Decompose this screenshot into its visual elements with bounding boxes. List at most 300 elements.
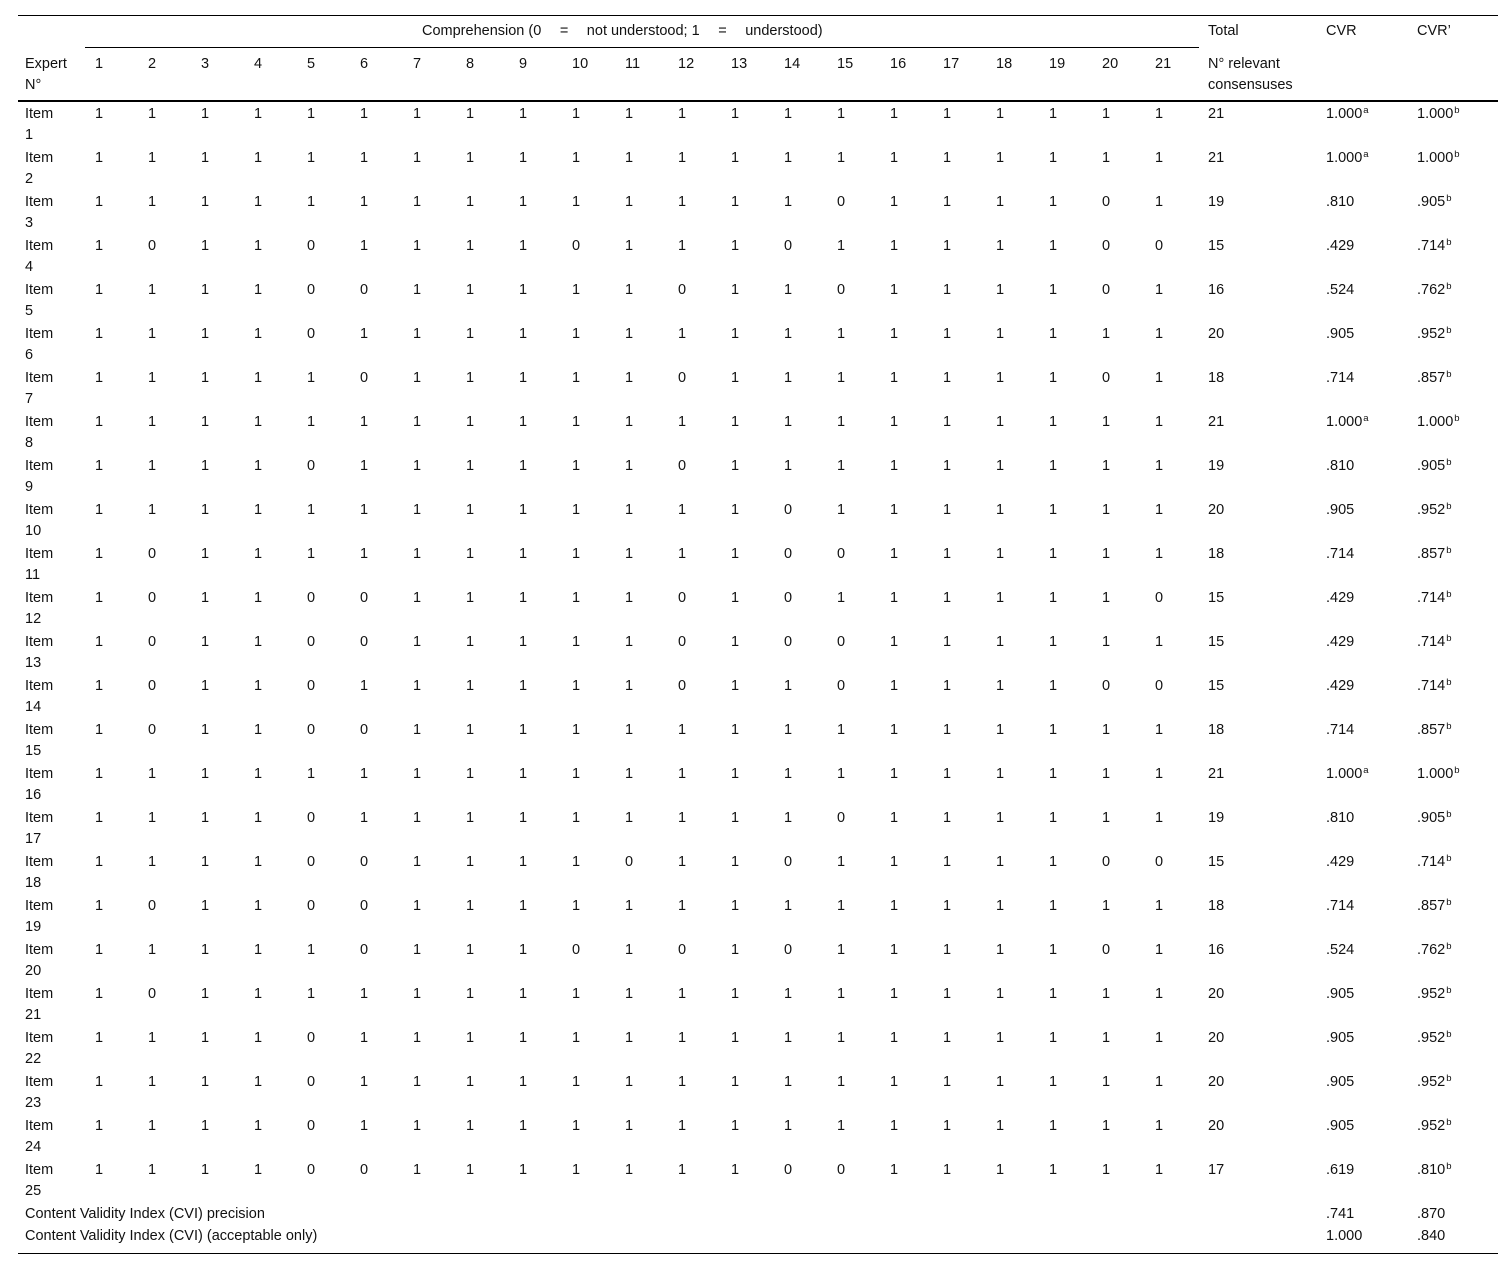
score-cell: 1: [890, 898, 899, 914]
expert-col-header: 4: [254, 56, 263, 72]
expert-col-header: 8: [466, 56, 475, 72]
expert-col-header: 6: [360, 56, 369, 72]
score-cell: 1: [360, 766, 369, 782]
score-cell: 0: [784, 238, 793, 254]
score-cell: 0: [1102, 942, 1111, 958]
score-cell: 0: [678, 678, 687, 694]
score-cell: 0: [360, 722, 369, 738]
score-cell: 1: [1102, 502, 1111, 518]
score-cell: 1: [996, 370, 1005, 386]
cvr-prime-value: .952: [1417, 326, 1446, 342]
score-cell: 0: [837, 546, 846, 562]
expert-col-header: 21: [1155, 56, 1172, 72]
cvr-prime-cell: [1417, 676, 1452, 697]
cvr-prime-cell: [1417, 632, 1452, 653]
item-label: Item 9: [25, 458, 54, 495]
score-cell: 1: [837, 370, 846, 386]
expert-col-header: 19: [1049, 56, 1066, 72]
cvr-prime-footnote-mark: b: [1446, 633, 1452, 644]
cvr-prime-footnote-mark: b: [1446, 809, 1452, 820]
score-cell: 1: [254, 810, 263, 826]
score-cell: 1: [519, 634, 528, 650]
score-cell: 1: [996, 678, 1005, 694]
expert-col-header: 14: [784, 56, 801, 72]
score-cell: 1: [254, 1118, 263, 1134]
score-cell: 1: [890, 502, 899, 518]
score-cell: 1: [148, 810, 157, 826]
score-cell: 1: [519, 1030, 528, 1046]
score-cell: 1: [996, 854, 1005, 870]
score-cell: 1: [413, 194, 422, 210]
cvr-value: .429: [1326, 590, 1355, 606]
cvr-value: .429: [1326, 238, 1355, 254]
score-cell: 1: [413, 898, 422, 914]
score-cell: 0: [360, 282, 369, 298]
score-cell: 1: [837, 1074, 846, 1090]
expert-col-header: 2: [148, 56, 157, 72]
score-cell: 1: [890, 106, 899, 122]
score-cell: 1: [1102, 414, 1111, 430]
expert-col-header: 13: [731, 56, 748, 72]
cvr-prime-value: .905: [1417, 810, 1446, 826]
score-cell: 1: [360, 502, 369, 518]
score-cell: 1: [201, 854, 210, 870]
score-cell: 1: [943, 238, 952, 254]
score-cell: 1: [1049, 458, 1058, 474]
score-cell: 0: [307, 898, 316, 914]
cvr-prime-footnote-mark: b: [1446, 677, 1452, 688]
score-cell: 1: [731, 986, 740, 1002]
cvr-prime-cell: [1417, 940, 1452, 961]
total-cell: 21: [1208, 106, 1225, 122]
score-cell: 1: [1102, 150, 1111, 166]
score-cell: 1: [890, 634, 899, 650]
total-cell: 20: [1208, 326, 1225, 342]
item-label: Item 14: [25, 678, 54, 715]
score-cell: 1: [466, 1118, 475, 1134]
score-cell: 1: [360, 1030, 369, 1046]
score-cell: 1: [519, 282, 528, 298]
score-cell: 1: [254, 1162, 263, 1178]
score-cell: 0: [784, 502, 793, 518]
cvr-cell: [1326, 148, 1369, 169]
item-label: Item 24: [25, 1118, 54, 1155]
cvr-cell: [1326, 764, 1369, 785]
score-cell: 1: [572, 854, 581, 870]
item-label: Item 11: [25, 546, 54, 583]
score-cell: 0: [837, 678, 846, 694]
score-cell: 1: [572, 1162, 581, 1178]
score-cell: 1: [890, 458, 899, 474]
cvr-prime-footnote-mark: b: [1446, 193, 1452, 204]
total-cell: 20: [1208, 986, 1225, 1002]
score-cell: 1: [837, 942, 846, 958]
score-cell: 1: [466, 722, 475, 738]
score-cell: 0: [307, 458, 316, 474]
score-cell: 0: [784, 942, 793, 958]
cvr-prime-footnote-mark: b: [1446, 369, 1452, 380]
total-cell: 15: [1208, 854, 1225, 870]
score-cell: 1: [519, 546, 528, 562]
score-cell: 1: [1049, 1030, 1058, 1046]
score-cell: 1: [890, 282, 899, 298]
score-cell: 1: [360, 194, 369, 210]
item-label: Item 12: [25, 590, 54, 627]
cvr-prime-cell: [1417, 280, 1452, 301]
score-cell: 1: [837, 1118, 846, 1134]
score-cell: 1: [837, 238, 846, 254]
score-cell: 1: [413, 238, 422, 254]
score-cell: 1: [731, 106, 740, 122]
score-cell: 1: [95, 678, 104, 694]
score-cell: 1: [201, 282, 210, 298]
cvr-prime-value: .714: [1417, 634, 1446, 650]
cvr-value: .714: [1326, 370, 1355, 386]
score-cell: 1: [943, 942, 952, 958]
score-cell: 1: [731, 502, 740, 518]
score-cell: 1: [1155, 1074, 1164, 1090]
footer-label: Content Validity Index (CVI) precision: [25, 1206, 265, 1222]
score-cell: 1: [943, 326, 952, 342]
score-cell: 1: [519, 414, 528, 430]
cvr-prime-cell: [1417, 368, 1452, 389]
score-cell: 0: [572, 942, 581, 958]
score-cell: 1: [1049, 194, 1058, 210]
item-label: Item 25: [25, 1162, 54, 1199]
score-cell: 1: [890, 194, 899, 210]
total-cell: 20: [1208, 1118, 1225, 1134]
cvr-prime-footnote-mark: b: [1446, 1161, 1452, 1172]
score-cell: 1: [625, 546, 634, 562]
score-cell: 1: [890, 678, 899, 694]
total-cell: 21: [1208, 150, 1225, 166]
score-cell: 0: [678, 370, 687, 386]
score-cell: 1: [95, 150, 104, 166]
score-cell: 1: [1049, 326, 1058, 342]
relevant-consensuses-header: N° relevant consensuses: [1208, 56, 1293, 93]
score-cell: 1: [254, 502, 263, 518]
score-cell: 0: [784, 854, 793, 870]
score-cell: 1: [201, 458, 210, 474]
score-cell: 1: [784, 898, 793, 914]
cvr-value: .524: [1326, 942, 1355, 958]
cvr-cell: [1326, 456, 1354, 477]
score-cell: 1: [254, 370, 263, 386]
score-cell: 1: [413, 546, 422, 562]
score-cell: 1: [95, 942, 104, 958]
score-cell: 1: [95, 1074, 104, 1090]
score-cell: 1: [95, 766, 104, 782]
score-cell: 1: [837, 766, 846, 782]
score-cell: 1: [148, 502, 157, 518]
score-cell: 1: [625, 942, 634, 958]
footer-cvr: .741: [1326, 1206, 1355, 1222]
cvr-cell: [1326, 676, 1354, 697]
score-cell: 1: [678, 810, 687, 826]
score-cell: 1: [890, 370, 899, 386]
cvr-value: .429: [1326, 678, 1355, 694]
expert-col-header: 15: [837, 56, 854, 72]
score-cell: 1: [625, 326, 634, 342]
cvr-prime-value: .952: [1417, 502, 1446, 518]
total-cell: 19: [1208, 194, 1225, 210]
total-cell: 21: [1208, 414, 1225, 430]
score-cell: 1: [943, 1074, 952, 1090]
cvr-value: .905: [1326, 1030, 1355, 1046]
score-cell: 1: [1102, 810, 1111, 826]
total-cell: 18: [1208, 370, 1225, 386]
total-cell: 15: [1208, 238, 1225, 254]
score-cell: 1: [572, 326, 581, 342]
score-cell: 1: [996, 194, 1005, 210]
score-cell: 0: [307, 282, 316, 298]
cvr-prime-value: 1.000: [1417, 106, 1454, 122]
score-cell: 1: [519, 1074, 528, 1090]
score-cell: 0: [360, 634, 369, 650]
score-cell: 1: [254, 194, 263, 210]
cvr-value: .905: [1326, 1118, 1355, 1134]
score-cell: 1: [625, 590, 634, 606]
score-cell: 1: [784, 106, 793, 122]
score-cell: 1: [254, 854, 263, 870]
score-cell: 1: [1102, 766, 1111, 782]
total-cell: 15: [1208, 590, 1225, 606]
total-cell: 20: [1208, 1030, 1225, 1046]
score-cell: 1: [307, 502, 316, 518]
score-cell: 1: [572, 1074, 581, 1090]
score-cell: 1: [360, 678, 369, 694]
score-cell: 1: [201, 898, 210, 914]
score-cell: 1: [731, 942, 740, 958]
cvr-value: .905: [1326, 1074, 1355, 1090]
score-cell: 1: [890, 722, 899, 738]
cvr-cell: [1326, 984, 1354, 1005]
score-cell: 1: [519, 678, 528, 694]
score-cell: 1: [625, 722, 634, 738]
cvr-prime-cell: [1417, 720, 1452, 741]
score-cell: 1: [519, 766, 528, 782]
score-cell: 1: [890, 810, 899, 826]
score-cell: 1: [95, 986, 104, 1002]
score-cell: 1: [148, 1074, 157, 1090]
cvr-prime-value: .714: [1417, 678, 1446, 694]
score-cell: 1: [678, 898, 687, 914]
score-cell: 0: [1102, 282, 1111, 298]
score-cell: 0: [148, 986, 157, 1002]
cvr-prime-cell: [1417, 500, 1452, 521]
expert-col-header: 18: [996, 56, 1013, 72]
score-cell: 1: [625, 370, 634, 386]
score-cell: 1: [625, 766, 634, 782]
cvr-prime-value: .857: [1417, 722, 1446, 738]
cvr-value: 1.000: [1326, 106, 1363, 122]
score-cell: 1: [943, 150, 952, 166]
score-cell: 1: [837, 1030, 846, 1046]
item-label: Item 19: [25, 898, 54, 935]
score-cell: 1: [1049, 854, 1058, 870]
score-cell: 1: [996, 326, 1005, 342]
score-cell: 1: [254, 458, 263, 474]
cvr-prime-value: 1.000: [1417, 150, 1454, 166]
score-cell: 1: [201, 634, 210, 650]
item-label: Item 15: [25, 722, 54, 759]
score-cell: 1: [943, 546, 952, 562]
score-cell: 0: [625, 854, 634, 870]
score-cell: 1: [678, 150, 687, 166]
score-cell: 1: [148, 942, 157, 958]
score-cell: 1: [784, 194, 793, 210]
score-cell: 1: [1102, 634, 1111, 650]
cvr-prime-cell: [1417, 236, 1452, 257]
score-cell: 1: [890, 546, 899, 562]
score-cell: 1: [95, 590, 104, 606]
score-cell: 1: [254, 590, 263, 606]
score-cell: 1: [625, 502, 634, 518]
score-cell: 1: [890, 854, 899, 870]
score-cell: 1: [201, 194, 210, 210]
score-cell: 1: [731, 898, 740, 914]
score-cell: 1: [254, 150, 263, 166]
score-cell: 1: [254, 414, 263, 430]
score-cell: 1: [1049, 634, 1058, 650]
score-cell: 1: [1155, 282, 1164, 298]
score-cell: 1: [996, 942, 1005, 958]
score-cell: 1: [943, 854, 952, 870]
score-cell: 1: [572, 810, 581, 826]
score-cell: 1: [95, 106, 104, 122]
score-cell: 1: [678, 722, 687, 738]
total-cell: 18: [1208, 546, 1225, 562]
score-cell: 1: [943, 678, 952, 694]
score-cell: 1: [996, 238, 1005, 254]
item-label: Item 17: [25, 810, 54, 847]
score-cell: 1: [731, 370, 740, 386]
item-label: Item 2: [25, 150, 54, 187]
score-cell: 0: [307, 326, 316, 342]
cvr-value: .714: [1326, 722, 1355, 738]
score-cell: 1: [943, 986, 952, 1002]
score-cell: 1: [148, 370, 157, 386]
score-cell: 1: [466, 1074, 475, 1090]
cvr-prime-footnote-mark: b: [1446, 721, 1452, 732]
score-cell: 1: [678, 194, 687, 210]
score-cell: 1: [201, 150, 210, 166]
cvr-prime-cell: [1417, 1160, 1452, 1181]
header-rule: [18, 100, 1498, 102]
score-cell: 1: [1049, 678, 1058, 694]
score-cell: 1: [943, 766, 952, 782]
score-cell: 1: [678, 546, 687, 562]
cvr-prime-value: .762: [1417, 282, 1446, 298]
score-cell: 1: [201, 986, 210, 1002]
score-cell: 1: [731, 1074, 740, 1090]
cvr-prime-value: .952: [1417, 986, 1446, 1002]
score-cell: 1: [95, 414, 104, 430]
cvr-value: .429: [1326, 634, 1355, 650]
score-cell: 1: [466, 282, 475, 298]
score-cell: 0: [1155, 238, 1164, 254]
cvr-prime-cell: [1417, 984, 1452, 1005]
score-cell: 0: [307, 238, 316, 254]
score-cell: 1: [95, 810, 104, 826]
score-cell: 1: [890, 986, 899, 1002]
cvr-prime-footnote-mark: b: [1446, 501, 1452, 512]
score-cell: 1: [413, 370, 422, 386]
score-cell: 1: [1102, 1074, 1111, 1090]
score-cell: 1: [625, 238, 634, 254]
total-cell: 15: [1208, 634, 1225, 650]
score-cell: 1: [943, 194, 952, 210]
score-cell: 1: [413, 106, 422, 122]
score-cell: 1: [413, 766, 422, 782]
score-cell: 0: [360, 854, 369, 870]
score-cell: 1: [466, 370, 475, 386]
cvr-value: .714: [1326, 546, 1355, 562]
score-cell: 1: [572, 986, 581, 1002]
score-cell: 1: [307, 414, 316, 430]
score-cell: 1: [466, 590, 475, 606]
item-label: Item 13: [25, 634, 54, 671]
score-cell: 1: [943, 1118, 952, 1134]
score-cell: 1: [254, 326, 263, 342]
item-label: Item 4: [25, 238, 54, 275]
score-cell: 1: [307, 942, 316, 958]
score-cell: 0: [1102, 194, 1111, 210]
score-cell: 1: [731, 238, 740, 254]
score-cell: 1: [678, 1030, 687, 1046]
score-cell: 0: [678, 458, 687, 474]
cvr-cell: [1326, 1028, 1354, 1049]
score-cell: 1: [201, 1118, 210, 1134]
score-cell: 0: [148, 634, 157, 650]
score-cell: 1: [413, 150, 422, 166]
score-cell: 0: [307, 1162, 316, 1178]
score-cell: 1: [360, 1074, 369, 1090]
score-cell: 1: [1049, 238, 1058, 254]
score-cell: 1: [996, 502, 1005, 518]
score-cell: 0: [148, 678, 157, 694]
score-cell: 1: [148, 106, 157, 122]
score-cell: 1: [837, 590, 846, 606]
score-cell: 1: [625, 986, 634, 1002]
score-cell: 1: [943, 282, 952, 298]
cvr-prime-cell: [1417, 324, 1452, 345]
cvr-value: .429: [1326, 854, 1355, 870]
cvr-prime-cell: [1417, 896, 1452, 917]
score-cell: 1: [678, 766, 687, 782]
score-cell: 1: [890, 1030, 899, 1046]
score-cell: 1: [201, 1030, 210, 1046]
score-cell: 1: [519, 810, 528, 826]
score-cell: 1: [625, 282, 634, 298]
score-cell: 1: [519, 106, 528, 122]
score-cell: 1: [360, 458, 369, 474]
score-cell: 1: [201, 546, 210, 562]
group-underline: [85, 47, 1199, 48]
score-cell: 1: [996, 282, 1005, 298]
expert-col-header: 11: [625, 56, 641, 72]
score-cell: 1: [148, 1118, 157, 1134]
score-cell: 1: [1102, 458, 1111, 474]
score-cell: 1: [1049, 106, 1058, 122]
score-cell: 1: [95, 370, 104, 386]
score-cell: 1: [625, 458, 634, 474]
item-label: Item 20: [25, 942, 54, 979]
score-cell: 1: [254, 238, 263, 254]
score-cell: 1: [837, 150, 846, 166]
score-cell: 1: [731, 1162, 740, 1178]
cvr-prime-footnote-mark: b: [1446, 941, 1452, 952]
